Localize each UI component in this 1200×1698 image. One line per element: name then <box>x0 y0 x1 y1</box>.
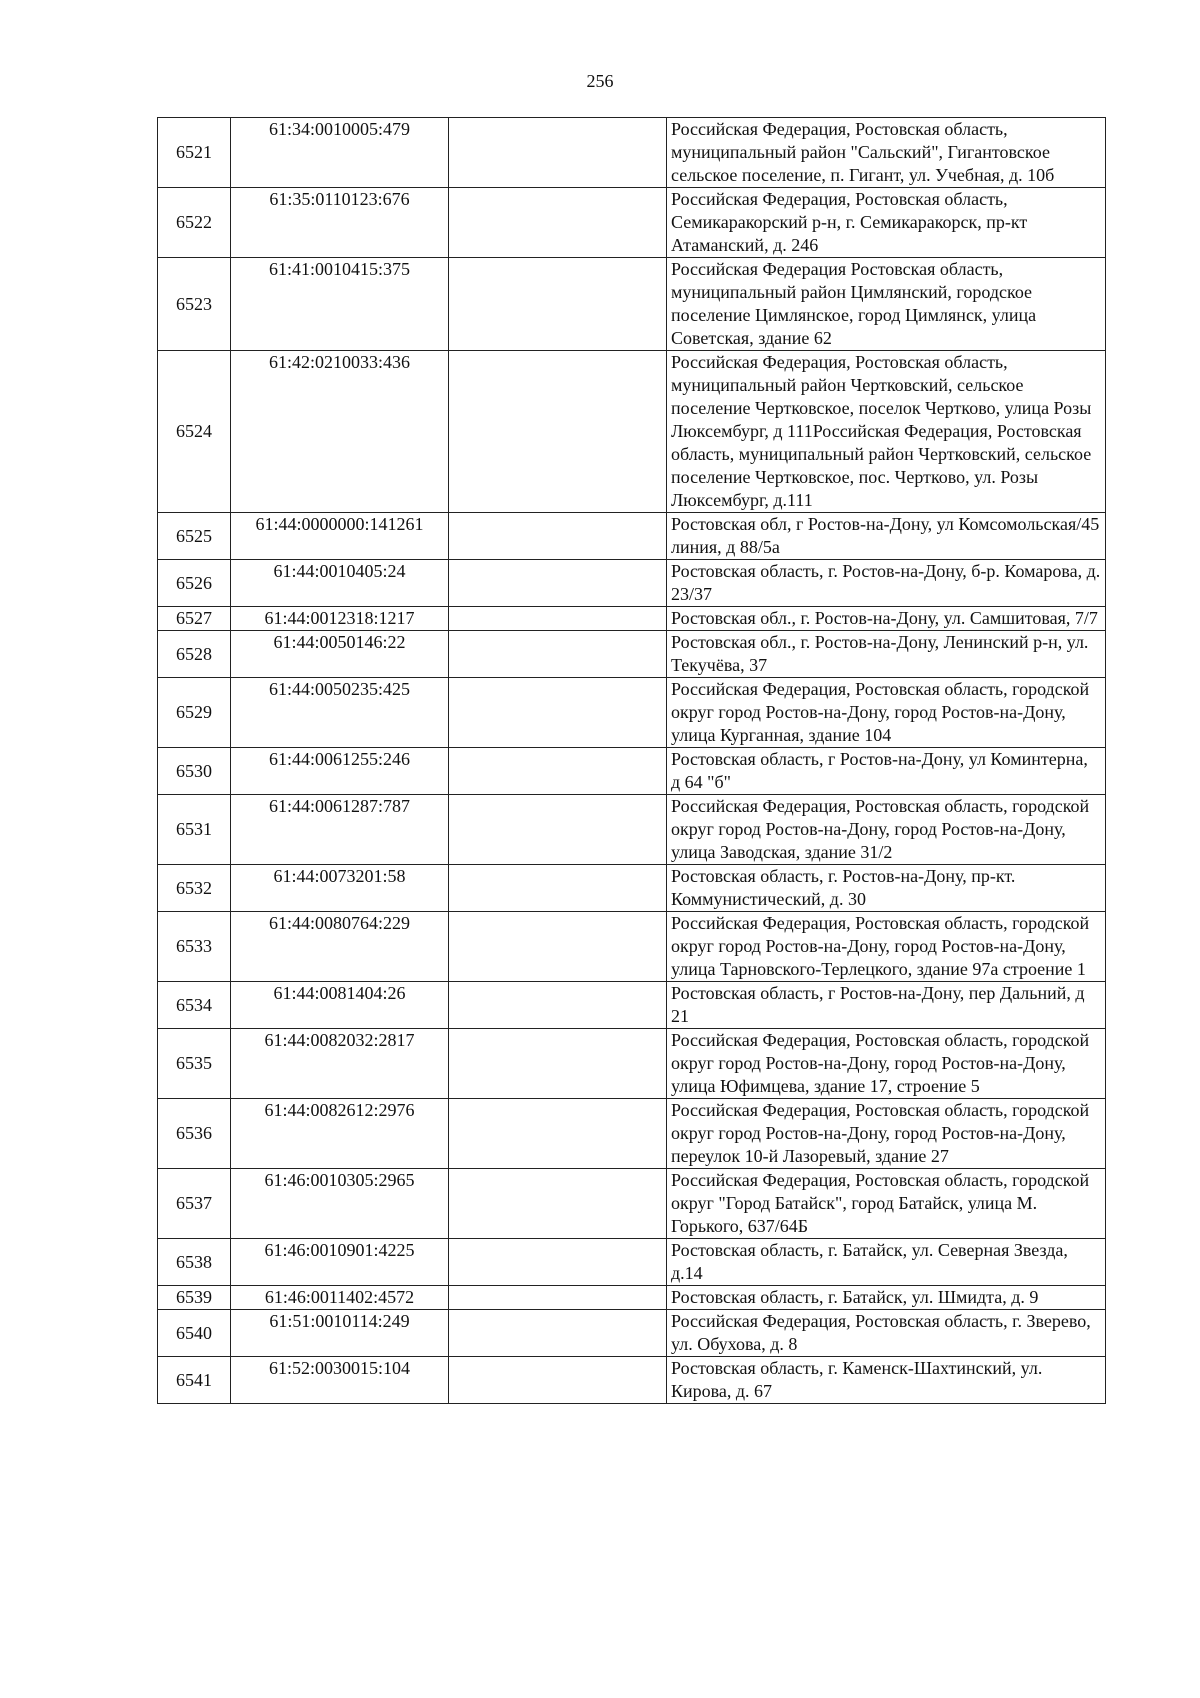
cadastral-number: 61:46:0010305:2965 <box>231 1169 449 1239</box>
address-cell: Ростовская область, г. Ростов-на-Дону, пр-кт. Коммунистический, д. 30 <box>667 865 1106 912</box>
cadastral-number: 61:44:0082612:2976 <box>231 1099 449 1169</box>
empty-cell <box>449 1169 667 1239</box>
address-cell: Ростовская область, г. Батайск, ул. Северная Звезда, д.14 <box>667 1239 1106 1286</box>
cadastral-number: 61:44:0012318:1217 <box>231 607 449 631</box>
empty-cell <box>449 1310 667 1357</box>
empty-cell <box>449 982 667 1029</box>
cadastral-number: 61:44:0061287:787 <box>231 795 449 865</box>
cadastral-number: 61:44:0000000:141261 <box>231 513 449 560</box>
address-cell: Ростовская область, г. Ростов-на-Дону, б-р. Комарова, д. 23/37 <box>667 560 1106 607</box>
table-row <box>158 1357 1106 1404</box>
empty-cell <box>449 1239 667 1286</box>
table-row <box>158 631 1106 678</box>
table-row <box>158 1239 1106 1286</box>
row-number: 6527 <box>158 607 231 631</box>
row-number: 6532 <box>158 865 231 912</box>
empty-cell <box>449 631 667 678</box>
address-cell: Российская Федерация, Ростовская область, г. Зверево, ул. Обухова, д. 8 <box>667 1310 1106 1357</box>
table-row <box>158 1286 1106 1310</box>
table-row <box>158 188 1106 258</box>
row-number: 6526 <box>158 560 231 607</box>
cadastral-number: 61:52:0030015:104 <box>231 1357 449 1404</box>
table-row <box>158 118 1106 188</box>
address-cell: Российская Федерация, Ростовская область, Семикаракорский р-н, г. Семикаракорск, пр-кт Атаманский, д. 246 <box>667 188 1106 258</box>
table-row <box>158 982 1106 1029</box>
cadastral-number: 61:35:0110123:676 <box>231 188 449 258</box>
empty-cell <box>449 258 667 351</box>
row-number: 6541 <box>158 1357 231 1404</box>
row-number: 6522 <box>158 188 231 258</box>
row-number: 6540 <box>158 1310 231 1357</box>
cadastral-number: 61:44:0081404:26 <box>231 982 449 1029</box>
row-number: 6531 <box>158 795 231 865</box>
address-cell: Ростовская область, г. Батайск, ул. Шмидта, д. 9 <box>667 1286 1106 1310</box>
address-cell: Ростовская область, г Ростов-на-Дону, ул Коминтерна, д 64 "б" <box>667 748 1106 795</box>
row-number: 6529 <box>158 678 231 748</box>
empty-cell <box>449 513 667 560</box>
address-cell: Ростовская обл., г. Ростов-на-Дону, ул. Самшитовая, 7/7 <box>667 607 1106 631</box>
address-cell: Российская Федерация, Ростовская область, городской округ город Ростов-на-Дону, город Ростов-на-Дону, улица Курганная, здание 104 <box>667 678 1106 748</box>
empty-cell <box>449 560 667 607</box>
empty-cell <box>449 1029 667 1099</box>
registry-body <box>158 118 1106 1404</box>
cadastral-number: 61:46:0011402:4572 <box>231 1286 449 1310</box>
row-number: 6525 <box>158 513 231 560</box>
empty-cell <box>449 1099 667 1169</box>
cadastral-number: 61:34:0010005:479 <box>231 118 449 188</box>
cadastral-number: 61:44:0073201:58 <box>231 865 449 912</box>
empty-cell <box>449 118 667 188</box>
address-cell: Ростовская обл., г. Ростов-на-Дону, Ленинский р-н, ул. Текучёва, 37 <box>667 631 1106 678</box>
cadastral-number: 61:44:0061255:246 <box>231 748 449 795</box>
row-number: 6534 <box>158 982 231 1029</box>
table-row <box>158 865 1106 912</box>
address-cell: Российская Федерация, Ростовская область, городской округ город Ростов-на-Дону, город Ростов-на-Дону, улица Заводская, здание 31/2 <box>667 795 1106 865</box>
table-row <box>158 912 1106 982</box>
empty-cell <box>449 865 667 912</box>
table-row <box>158 1310 1106 1357</box>
address-cell: Российская Федерация, Ростовская область, муниципальный район "Сальский", Гигантовское сельское поселение, п. Гигант, ул. Учебная, д. 10б <box>667 118 1106 188</box>
table-row <box>158 560 1106 607</box>
row-number: 6523 <box>158 258 231 351</box>
cadastral-number: 61:46:0010901:4225 <box>231 1239 449 1286</box>
row-number: 6536 <box>158 1099 231 1169</box>
row-number: 6537 <box>158 1169 231 1239</box>
table-row <box>158 748 1106 795</box>
table-row <box>158 1029 1106 1099</box>
empty-cell <box>449 912 667 982</box>
cadastral-number: 61:42:0210033:436 <box>231 351 449 513</box>
registry-table <box>157 117 1106 1404</box>
table-row <box>158 513 1106 560</box>
page-number: 256 <box>586 71 614 91</box>
address-cell: Российская Федерация, Ростовская область, городской округ город Ростов-на-Дону, город Ростов-на-Дону, улица Юфимцева, здание 17, строение 5 <box>667 1029 1106 1099</box>
table-row <box>158 258 1106 351</box>
row-number: 6535 <box>158 1029 231 1099</box>
address-cell: Российская Федерация, Ростовская область, городской округ город Ростов-на-Дону, город Ростов-на-Дону, переулок 10-й Лазоревый, здание 27 <box>667 1099 1106 1169</box>
address-cell: Ростовская обл, г Ростов-на-Дону, ул Комсомольская/45 линия, д 88/5а <box>667 513 1106 560</box>
row-number: 6524 <box>158 351 231 513</box>
cadastral-number: 61:44:0080764:229 <box>231 912 449 982</box>
table-row <box>158 678 1106 748</box>
address-cell: Российская Федерация, Ростовская область, городской округ "Город Батайск", город Батайск, улица М. Горького, 637/64Б <box>667 1169 1106 1239</box>
row-number: 6528 <box>158 631 231 678</box>
cadastral-number: 61:44:0050146:22 <box>231 631 449 678</box>
table-row <box>158 1099 1106 1169</box>
cadastral-number: 61:41:0010415:375 <box>231 258 449 351</box>
empty-cell <box>449 188 667 258</box>
empty-cell <box>449 1357 667 1404</box>
address-cell: Российская Федерация, Ростовская область, муниципальный район Чертковский, сельское поселение Чертковское, поселок Чертково, улица Розы Люксембург, д 111Российская Федерация, Ростовская область, муниципальный район Чертковский, сельское поселение Чертковское, пос. Чертково, ул. Розы Люксембург, д.111 <box>667 351 1106 513</box>
row-number: 6521 <box>158 118 231 188</box>
address-cell: Российская Федерация, Ростовская область, городской округ город Ростов-на-Дону, город Ростов-на-Дону, улица Тарновского-Терлецкого, здание 97а строение 1 <box>667 912 1106 982</box>
address-cell: Российская Федерация Ростовская область, муниципальный район Цимлянский, городское поселение Цимлянское, город Цимлянск, улица Советская, здание 62 <box>667 258 1106 351</box>
row-number: 6530 <box>158 748 231 795</box>
row-number: 6539 <box>158 1286 231 1310</box>
cadastral-number: 61:51:0010114:249 <box>231 1310 449 1357</box>
empty-cell <box>449 351 667 513</box>
empty-cell <box>449 607 667 631</box>
table-row <box>158 351 1106 513</box>
empty-cell <box>449 678 667 748</box>
address-cell: Ростовская область, г. Каменск-Шахтинский, ул. Кирова, д. 67 <box>667 1357 1106 1404</box>
row-number: 6538 <box>158 1239 231 1286</box>
cadastral-number: 61:44:0082032:2817 <box>231 1029 449 1099</box>
empty-cell <box>449 795 667 865</box>
empty-cell <box>449 748 667 795</box>
table-row <box>158 1169 1106 1239</box>
table-row <box>158 795 1106 865</box>
cadastral-number: 61:44:0010405:24 <box>231 560 449 607</box>
empty-cell <box>449 1286 667 1310</box>
row-number: 6533 <box>158 912 231 982</box>
table-row <box>158 607 1106 631</box>
cadastral-number: 61:44:0050235:425 <box>231 678 449 748</box>
address-cell: Ростовская область, г Ростов-на-Дону, пер Дальний, д 21 <box>667 982 1106 1029</box>
